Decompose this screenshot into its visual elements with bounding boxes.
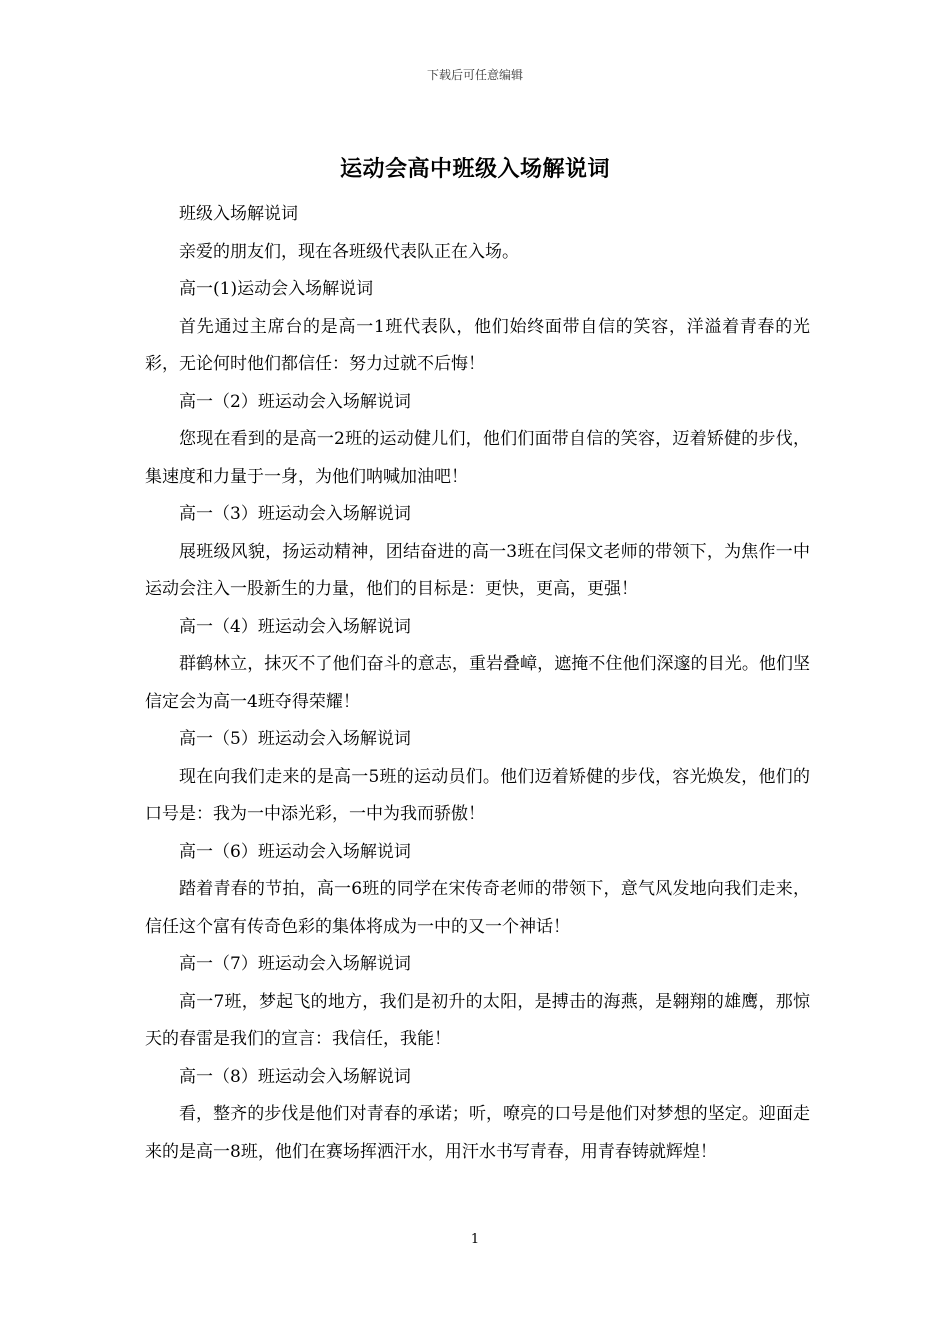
paragraph: 踏着青春的节拍，高一6班的同学在宋传奇老师的带领下，意气风发地向我们走来，信任这个富有传奇色彩的集体将成为一中的又一个神话！ [145, 879, 810, 937]
section-heading: 高一（6）班运动会入场解说词 [179, 841, 411, 862]
paragraph: 展班级风貌，扬运动精神，团结奋进的高一3班在闫保文老师的带领下，为焦作一中运动会注入一股新生的力量，他们的目标是：更快，更高，更强！ [145, 541, 810, 599]
header-note: 下载后可任意编辑 [426, 68, 523, 82]
section-heading: 高一（8）班运动会入场解说词 [179, 1066, 411, 1087]
section-heading: 高一（3）班运动会入场解说词 [179, 504, 411, 524]
section-heading: 高一（7）班运动会入场解说词 [179, 954, 411, 974]
section-heading: 高一（2）班运动会入场解说词 [179, 391, 411, 412]
paragraph: 您现在看到的是高一2班的运动健儿们，他们们面带自信的笑容，迈着矫健的步伐，集速度和力量于一身，为他们呐喊加油吧！ [145, 429, 810, 487]
paragraph: 首先通过主席台的是高一1班代表队，他们始终面带自信的笑容，洋溢着青春的光彩，无论何时他们都信任：努力过就不后悔！ [145, 316, 810, 374]
page-number: 1 [470, 1232, 480, 1247]
document-title: 运动会高中班级入场解说词 [339, 156, 610, 182]
paragraph: 现在向我们走来的是高一5班的运动员们。他们迈着矫健的步伐，容光焕发，他们的口号是：我为一中添光彩，一中为我而骄傲！ [145, 766, 810, 824]
paragraph: 亲爱的朋友们，现在各班级代表队正在入场。 [179, 241, 519, 262]
paragraph: 班级入场解说词 [179, 204, 298, 224]
paragraph: 看，整齐的步伐是他们对青春的承诺；听，嘹亮的口号是他们对梦想的坚定。迎面走来的是高一8班，他们在赛场挥洒汗水，用汗水书写青春，用青春铸就辉煌！ [145, 1104, 810, 1162]
paragraph: 群鹤林立，抹灭不了他们奋斗的意志，重岩叠嶂，遮掩不住他们深邃的目光。他们坚信定会为高一4班夺得荣耀！ [145, 654, 810, 712]
section-heading: 高一(1)运动会入场解说词 [179, 279, 374, 299]
section-heading: 高一（5）班运动会入场解说词 [179, 729, 411, 749]
paragraph: 高一7班，梦起飞的地方，我们是初升的太阳，是搏击的海燕，是翱翔的雄鹰，那惊天的春雷是我们的宣言：我信任，我能！ [145, 991, 810, 1049]
document-body [145, 196, 810, 1171]
section-heading: 高一（4）班运动会入场解说词 [179, 616, 411, 637]
